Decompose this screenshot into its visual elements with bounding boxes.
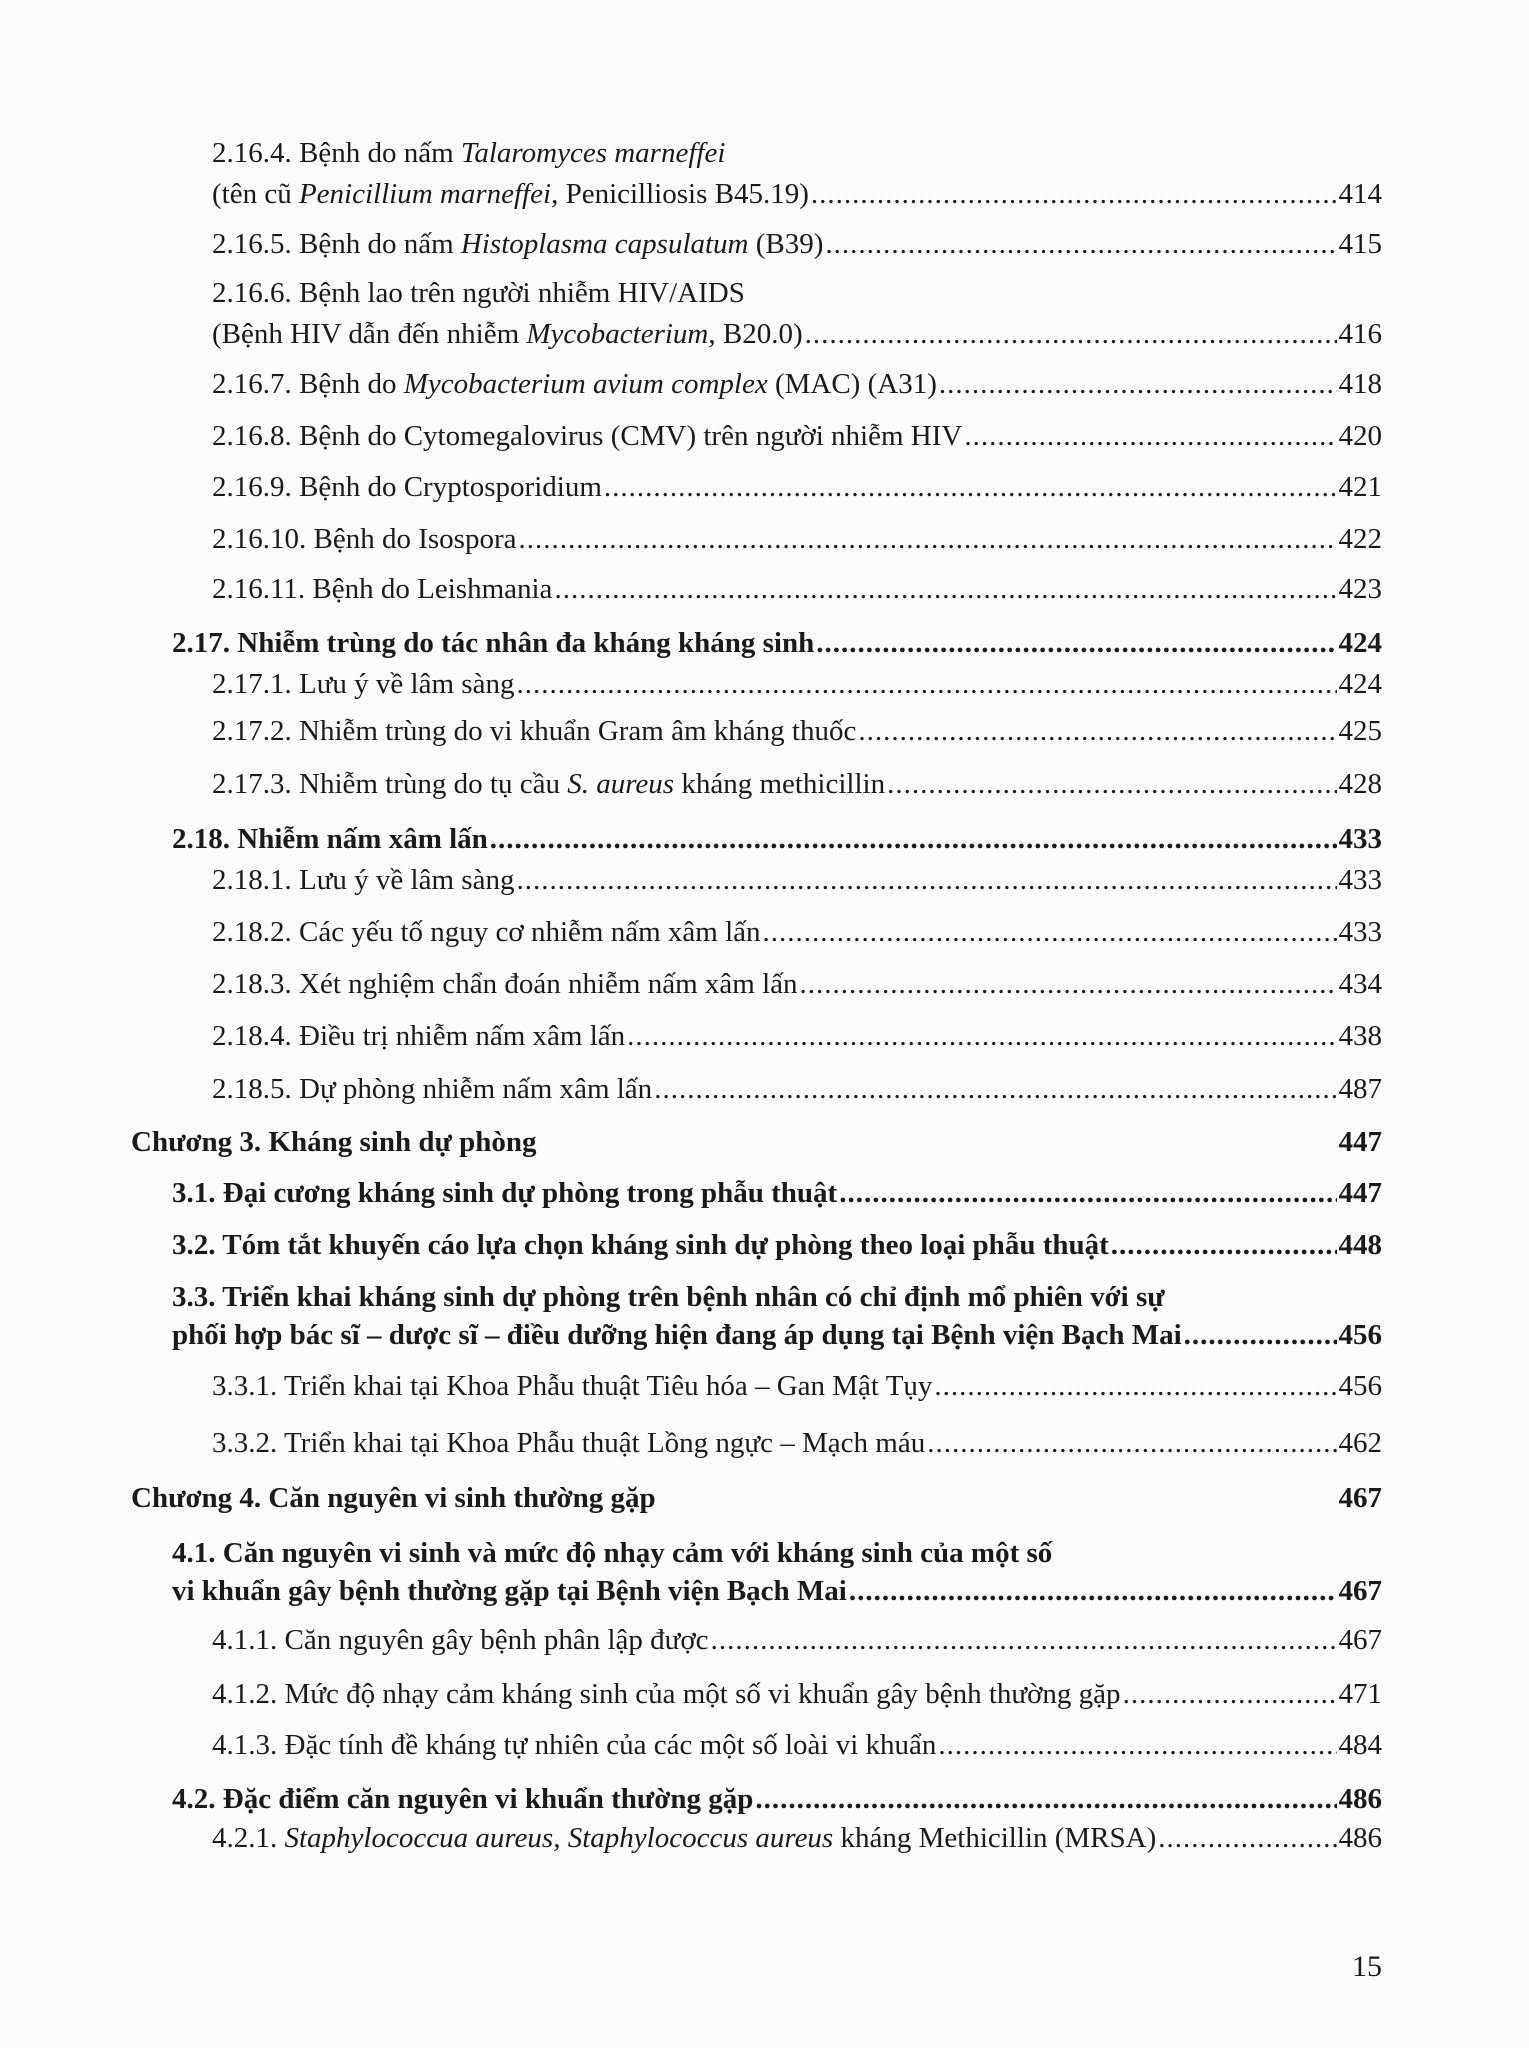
dot-leader [654, 1071, 1336, 1107]
title-text: 4.2. Đặc điểm căn nguyên vi khuẩn thường gặp [172, 1783, 754, 1815]
toc-entry-title [212, 176, 809, 212]
toc-page-number: 467 [1338, 1624, 1382, 1656]
toc-line [212, 1071, 1382, 1107]
title-text: kháng Methicillin (MRSA) [833, 1822, 1157, 1854]
toc-page-number: 447 [1338, 1177, 1382, 1209]
toc-entry-title [212, 1622, 709, 1658]
dot-leader [934, 1368, 1336, 1404]
toc-page-number: 456 [1338, 1319, 1382, 1351]
toc-line [212, 862, 1382, 898]
toc-page-number: 433 [1338, 823, 1382, 855]
italic-text: Staphylococcua aureus, Staphylococcus aureus [284, 1822, 834, 1854]
toc-line [212, 469, 1382, 505]
dot-leader [1123, 1676, 1337, 1712]
dot-leader [927, 1425, 1336, 1461]
dot-leader [939, 366, 1337, 402]
dot-leader [816, 625, 1336, 661]
dot-leader [1184, 1317, 1337, 1353]
toc-page-number: 456 [1338, 1370, 1382, 1402]
title-text: 2.16.5. Bệnh do nấm [212, 228, 461, 260]
toc-entry-title [172, 1573, 847, 1609]
page-number: 15 [1352, 1950, 1382, 1983]
toc-line [212, 1622, 1382, 1658]
toc-page-number: 486 [1338, 1822, 1382, 1854]
italic-text: S. aureus [567, 768, 675, 800]
toc-page-number: 433 [1338, 916, 1382, 948]
title-text: 2.16.10. Bệnh do Isospora [212, 523, 517, 555]
title-text: 4.1. Căn nguyên vi sinh và mức độ nhạy cảm với kháng sinh của một số [172, 1537, 1053, 1569]
title-text: vi khuẩn gây bệnh thường gặp tại Bệnh viện Bạch Mai [172, 1575, 847, 1607]
toc-line [212, 1727, 1382, 1763]
dot-leader [627, 1018, 1336, 1054]
toc-entry-title [131, 1480, 656, 1516]
title-text: 2.18.5. Dự phòng nhiễm nấm xâm lấn [212, 1073, 653, 1105]
toc-line [131, 1124, 1382, 1160]
dot-leader [711, 1622, 1337, 1658]
title-text: 2.18.1. Lưu ý về lâm sàng [212, 864, 515, 896]
toc-entry-title [212, 966, 798, 1002]
toc-line [212, 1820, 1382, 1856]
dot-leader [839, 1175, 1336, 1211]
toc-line [212, 366, 1382, 402]
dot-leader [858, 713, 1336, 749]
title-text: 3.3.1. Triển khai tại Khoa Phẫu thuật Tiêu hóa – Gan Mật Tụy [212, 1370, 933, 1402]
title-text: 2.16.8. Bệnh do Cytomegalovirus (CMV) trên người nhiễm HIV [212, 420, 963, 452]
toc-line [172, 1175, 1382, 1211]
dot-leader [490, 821, 1337, 857]
italic-text: Penicillium marneffei [298, 178, 552, 210]
toc-page-number: 418 [1338, 368, 1382, 400]
dot-leader [805, 316, 1337, 352]
title-text: Chương 4. Căn nguyên vi sinh thường gặp [131, 1482, 656, 1514]
title-text: Chương 3. Kháng sinh dự phòng [131, 1126, 537, 1158]
title-text: 2.17.2. Nhiễm trùng do vi khuẩn Gram âm kháng thuốc [212, 715, 857, 747]
toc-page-number: 447 [1338, 1126, 1382, 1158]
title-text: 3.3.2. Triển khai tại Khoa Phẫu thuật Lồng ngực – Mạch máu [212, 1427, 926, 1459]
toc-line [212, 713, 1382, 749]
toc-line [212, 571, 1382, 607]
toc-entry-title [212, 914, 761, 950]
title-text: 2.16.11. Bệnh do Leishmania [212, 573, 553, 605]
toc-line [172, 1573, 1382, 1609]
italic-text: Talaromyces marneffei [460, 137, 726, 169]
title-text: 3.3. Triển khai kháng sinh dự phòng trên bệnh nhân có chỉ định mổ phiên với sự [172, 1281, 1165, 1313]
toc-line [212, 418, 1382, 454]
italic-text: Histoplasma capsulatum [460, 228, 749, 260]
title-text: (tên cũ [212, 178, 299, 210]
toc-entry-title [212, 226, 823, 262]
toc-page-number: 416 [1338, 318, 1382, 350]
toc-page-number: 428 [1338, 768, 1382, 800]
toc-entry-title [212, 1018, 625, 1054]
toc-page-number: 467 [1338, 1482, 1382, 1514]
toc-page-number: 424 [1338, 627, 1382, 659]
toc-entry-title [172, 1317, 1182, 1353]
title-text: 4.1.3. Đặc tính đề kháng tự nhiên của các một số loài vi khuẩn [212, 1729, 937, 1761]
title-text: (B39) [748, 228, 824, 260]
title-text: 4.1.1. Căn nguyên gây bệnh phân lập được [212, 1624, 709, 1656]
toc-line [172, 821, 1382, 857]
toc-page-number: 421 [1338, 471, 1382, 503]
dot-leader [800, 966, 1337, 1002]
title-text: 4.2.1. [212, 1822, 285, 1854]
toc-entry-title [212, 766, 885, 802]
toc-entry-title [172, 625, 814, 661]
toc-line [212, 1368, 1382, 1404]
toc-line [212, 966, 1382, 1002]
toc-entry-title [212, 135, 725, 171]
toc-entry-title [212, 275, 745, 311]
title-text: (Bệnh HIV dẫn đến nhiễm [212, 318, 527, 350]
dot-leader [604, 469, 1337, 505]
dot-leader [1111, 1227, 1337, 1263]
toc-line [212, 176, 1382, 212]
title-text: 2.16.6. Bệnh lao trên người nhiễm HIV/AIDS [212, 277, 745, 309]
toc-entry-title [212, 316, 803, 352]
dot-leader [763, 914, 1337, 950]
title-text: 2.17. Nhiễm trùng do tác nhân đa kháng kháng sinh [172, 627, 815, 659]
toc-entry-title [212, 1676, 1121, 1712]
title-text: , Penicilliosis B45.19) [551, 178, 809, 210]
toc-page-number: 424 [1338, 668, 1382, 700]
toc-entry-title [212, 469, 602, 505]
toc-line [172, 1279, 1165, 1315]
title-text: 2.18.2. Các yếu tố nguy cơ nhiễm nấm xâm lấn [212, 916, 761, 948]
toc-entry-title [172, 1175, 837, 1211]
dot-leader [516, 862, 1336, 898]
toc-entry-title [212, 1727, 936, 1763]
toc-entry-title [172, 1279, 1165, 1315]
toc-line [172, 1781, 1382, 1817]
dot-leader [1158, 1820, 1336, 1856]
title-text: 2.16.9. Bệnh do Cryptosporidium [212, 471, 602, 503]
title-text: (MAC) (A31) [767, 368, 937, 400]
toc-line [212, 521, 1382, 557]
toc-entry-title [172, 1535, 1052, 1571]
toc-entry-title [131, 1124, 537, 1160]
dot-leader [518, 521, 1336, 557]
toc-page-number: 415 [1338, 228, 1382, 260]
dot-leader [516, 666, 1336, 702]
toc-page-number: 434 [1338, 968, 1382, 1000]
toc-line [172, 625, 1382, 661]
title-text: 2.16.4. Bệnh do nấm [212, 137, 461, 169]
dot-leader [964, 418, 1336, 454]
italic-text: Mycobacterium [526, 318, 709, 350]
dot-leader [825, 226, 1336, 262]
toc-page-number: 448 [1338, 1229, 1382, 1261]
title-text: 2.18.3. Xét nghiệm chẩn đoán nhiễm nấm xâm lấn [212, 968, 798, 1000]
title-text: 2.18. Nhiễm nấm xâm lấn [172, 823, 488, 855]
title-text: 2.17.3. Nhiễm trùng do tụ cầu [212, 768, 568, 800]
title-text: , B20.0) [708, 318, 803, 350]
toc-page-number: 467 [1338, 1575, 1382, 1607]
title-text: phối hợp bác sĩ – dược sĩ – điều dưỡng hiện đang áp dụng tại Bệnh viện Bạch Mai [172, 1319, 1182, 1351]
toc-entry-title [212, 862, 514, 898]
toc-page-number: 422 [1338, 523, 1382, 555]
toc-entry-title [212, 713, 856, 749]
title-text: 3.2. Tóm tắt khuyến cáo lựa chọn kháng sinh dự phòng theo loại phẫu thuật [172, 1229, 1109, 1261]
toc-line [212, 275, 745, 311]
toc-line [212, 666, 1382, 702]
toc-line [212, 135, 725, 171]
toc-entry-title [172, 821, 488, 857]
toc-page-number: 423 [1338, 573, 1382, 605]
italic-text: Mycobacterium avium complex [403, 368, 768, 400]
title-text: 3.1. Đại cương kháng sinh dự phòng trong phẫu thuật [172, 1177, 838, 1209]
toc-entry-title [212, 1071, 652, 1107]
toc-page-number: 484 [1338, 1729, 1382, 1761]
toc-line [212, 1425, 1382, 1461]
toc-page-number: 438 [1338, 1020, 1382, 1052]
toc-line [172, 1227, 1382, 1263]
toc-page-number: 462 [1338, 1427, 1382, 1459]
title-text: 2.18.4. Điều trị nhiễm nấm xâm lấn [212, 1020, 626, 1052]
toc-entry-title [212, 418, 962, 454]
toc-page-number: 471 [1338, 1678, 1382, 1710]
toc-entry-title [212, 366, 937, 402]
title-text: 4.1.2. Mức độ nhạy cảm kháng sinh của một số vi khuẩn gây bệnh thường gặp [212, 1678, 1121, 1710]
dot-leader [755, 1781, 1336, 1817]
title-text: kháng methicillin [674, 768, 886, 800]
toc-page-number: 425 [1338, 715, 1382, 747]
toc-line [212, 1676, 1382, 1712]
toc-line [212, 316, 1382, 352]
dot-leader [938, 1727, 1336, 1763]
dot-leader [849, 1573, 1337, 1609]
toc-entry-title [172, 1227, 1109, 1263]
title-text: 2.17.1. Lưu ý về lâm sàng [212, 668, 515, 700]
dot-leader [554, 571, 1336, 607]
toc-line [212, 914, 1382, 950]
toc-entry-title [212, 521, 516, 557]
toc-line [212, 226, 1382, 262]
title-text: 2.16.7. Bệnh do [212, 368, 404, 400]
toc-line [172, 1317, 1382, 1353]
toc-line [212, 766, 1382, 802]
toc-line [131, 1480, 1382, 1516]
toc-page-number: 486 [1338, 1783, 1382, 1815]
toc-line [172, 1535, 1052, 1571]
toc-entry-title [212, 571, 552, 607]
toc-page-number: 420 [1338, 420, 1382, 452]
dot-leader [887, 766, 1336, 802]
toc-entry-title [212, 666, 514, 702]
toc-page-number: 414 [1338, 178, 1382, 210]
toc-page-number: 433 [1338, 864, 1382, 896]
toc-entry-title [212, 1368, 932, 1404]
toc-entry-title [172, 1781, 753, 1817]
dot-leader [811, 176, 1337, 212]
toc-line [212, 1018, 1382, 1054]
toc-page-number: 487 [1338, 1073, 1382, 1105]
toc-entry-title [212, 1820, 1156, 1856]
toc-entry-title [212, 1425, 925, 1461]
